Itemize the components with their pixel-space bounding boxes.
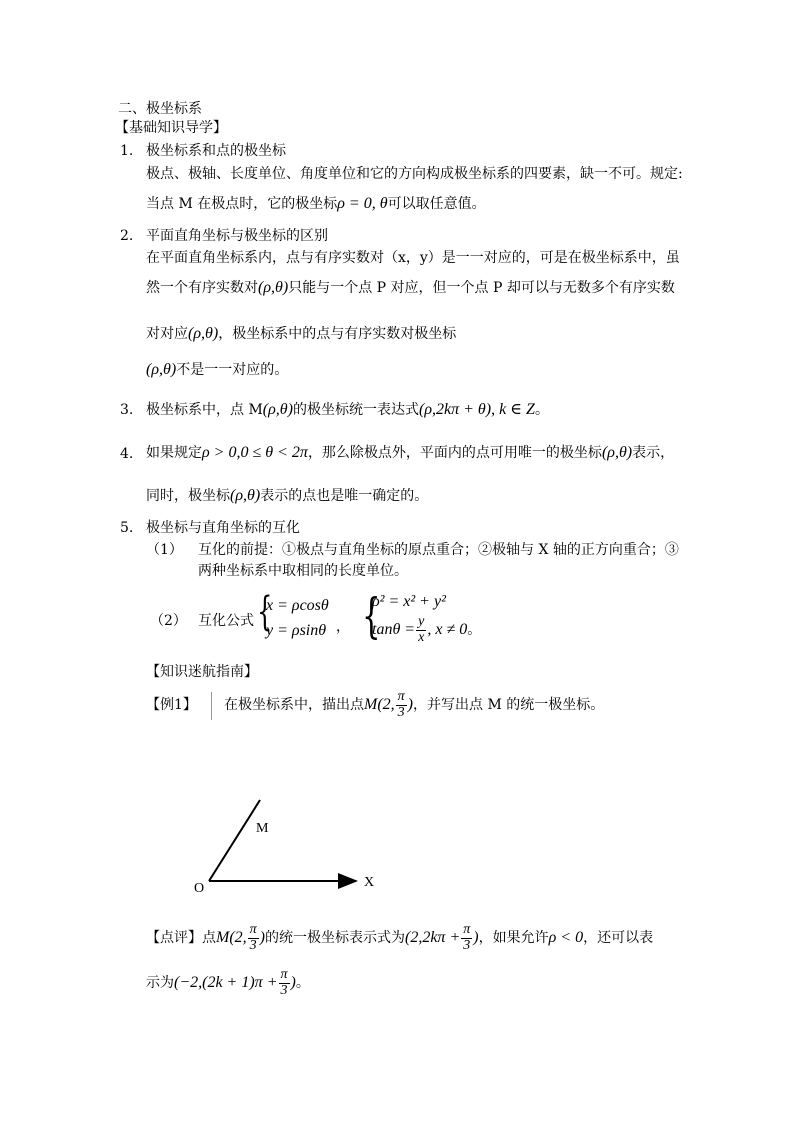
polar-pair-math: (ρ,θ) xyxy=(601,444,633,461)
comment-b: 的统一极坐标表示式为 xyxy=(265,930,405,947)
tan-frac-num: y xyxy=(418,614,425,629)
item-4-l2a: 同时，极坐标 xyxy=(146,488,230,504)
comment-label: 【点评】 xyxy=(146,930,202,947)
item-3-number: 3. xyxy=(120,402,134,418)
item-4-line-1 xyxy=(146,443,674,462)
item-2-line-2-b: 只能与一个点 P 对应，但一个点 P 却可以与无数多个有序实数 xyxy=(288,280,675,296)
item-1-rule xyxy=(146,194,486,213)
sub-1-line-2: 两种坐标系中取相同的长度单位。 xyxy=(198,563,408,579)
three-den: 3 xyxy=(249,937,257,953)
item-3-c: 。 xyxy=(534,402,549,418)
three-den: 3 xyxy=(463,937,471,953)
comment-line-2 xyxy=(146,968,310,998)
formula-comma: ， xyxy=(336,619,350,635)
comment-expr-open: (2,2kπ + xyxy=(405,929,461,947)
formula-rho-squared: ρ² = x² + y² xyxy=(372,593,446,610)
comment-c: ，如果允许 xyxy=(478,930,549,947)
item-4-a: 如果规定 xyxy=(146,445,202,461)
formula-brace-1: { xyxy=(257,589,273,635)
item-4-l2b: 表示的点也是唯一确定的。 xyxy=(260,488,429,504)
comment-cond: ρ < 0 xyxy=(548,929,584,947)
comment-a: 点 xyxy=(202,930,216,947)
item-1-rule-text: 当点 M 在极点时，它的极坐标 xyxy=(146,196,338,212)
three-den: 3 xyxy=(397,704,405,720)
item-2-line-2 xyxy=(146,278,675,297)
example-text-a: 在极坐标系中，描出点 xyxy=(224,697,364,714)
three-den: 3 xyxy=(280,982,288,998)
item-3-a: 极坐标系中，点 M xyxy=(146,402,263,418)
polar-pair-math: (ρ,θ) xyxy=(146,361,177,378)
comment-d: ，还可以表 xyxy=(583,930,654,947)
item-5-number: 5. xyxy=(120,520,134,536)
label-o: O xyxy=(194,881,205,896)
example-divider xyxy=(211,692,212,720)
example-label: 【例1】 xyxy=(146,697,197,713)
pi-num: π xyxy=(463,922,471,937)
point-m-open: M(2, xyxy=(364,696,395,714)
polar-diagram xyxy=(180,790,400,900)
item-3-text xyxy=(146,400,549,419)
range-condition-math: ρ > 0,0 ≤ θ < 2π xyxy=(202,444,308,461)
item-4-number: 4. xyxy=(120,446,134,462)
polar-pair-math: (ρ,θ) xyxy=(230,487,261,504)
item-2-line-3-a: 对对应 xyxy=(146,326,188,342)
item-2-line-2-a: 然一个有序实数对 xyxy=(146,280,258,296)
item-5-title: 极坐标与直角坐标的互化 xyxy=(146,520,300,536)
item-2-line-3 xyxy=(146,324,456,343)
comment-line-1 xyxy=(146,923,653,953)
section-title: 二、极坐标系 xyxy=(118,101,202,117)
label-x: X xyxy=(364,875,375,890)
close-paren: ) xyxy=(259,929,265,947)
item-2-line-4-b: 不是一一对应的。 xyxy=(176,362,289,378)
item-2-line-1: 在平面直角坐标系内，点与有序实数对（x，y）是一一对应的，可是在极坐标系中，虽 xyxy=(146,250,680,266)
item-4-b: ，那么除极点外，平面内的点可用唯一的极坐标 xyxy=(307,445,602,461)
pi-num: π xyxy=(249,922,257,937)
sub-1-line-1: 互化的前提：①极点与直角坐标的原点重合；②极轴与 X 轴的正方向重合；③ xyxy=(198,542,679,558)
comment-end: 。 xyxy=(295,975,310,992)
item-1-title: 极坐标系和点的极坐标 xyxy=(146,143,286,159)
item-2-title: 平面直角坐标与极坐标的区别 xyxy=(146,228,328,244)
polar-pair-math: (ρ,θ) xyxy=(188,325,219,342)
sub-1-number: （1） xyxy=(146,542,183,558)
item-2-line-4 xyxy=(146,360,288,379)
sub-2-label: 互化公式 xyxy=(198,613,254,629)
sub-2-number: （2） xyxy=(150,613,187,629)
example-text xyxy=(224,690,604,720)
comment-m-open: M(2, xyxy=(216,929,247,947)
pole-condition-math: ρ = 0, θ xyxy=(337,195,388,212)
comment-l2a: 示为 xyxy=(146,975,174,992)
close-paren: ) xyxy=(473,929,479,947)
formula-y: y = ρsinθ xyxy=(266,622,327,639)
polar-pair-math: (ρ,θ) xyxy=(258,279,289,296)
item-1-paragraph: 极点、极轴、长度单位、角度单位和它的方向构成极坐标系的四要素，缺一不可。规定: xyxy=(146,166,683,182)
formula-tan xyxy=(372,615,481,645)
label-m: M xyxy=(256,821,269,836)
formula-x: x = ρcosθ xyxy=(266,597,329,614)
item-4-line-2 xyxy=(146,486,428,505)
pi-num: π xyxy=(280,967,288,982)
comment-expr2-open: (−2,(2k + 1)π + xyxy=(174,974,278,992)
formula-brace-2: { xyxy=(362,588,381,644)
close-paren: ) xyxy=(290,974,296,992)
tan-lhs: tanθ = xyxy=(372,621,416,639)
ray-om xyxy=(209,800,260,881)
item-4-c: 表示， xyxy=(632,445,675,461)
unified-polar-expression: (ρ,2kπ + θ), k ∈ Z xyxy=(419,401,535,418)
formula-period: 。 xyxy=(467,622,482,639)
polar-pair-math: (ρ,θ) xyxy=(262,401,293,418)
example-text-b: ，并写出点 M 的统一极坐标。 xyxy=(413,697,605,714)
pi-num: π xyxy=(397,689,405,704)
item-1-rule-end: 可以取任意值。 xyxy=(387,196,486,212)
item-3-b: 的极坐标统一表达式 xyxy=(293,402,419,418)
tan-condition: , x ≠ 0 xyxy=(427,621,468,639)
tan-frac-den: x xyxy=(418,629,425,645)
basics-header: 【基础知识导学】 xyxy=(115,120,227,136)
item-1-number: 1. xyxy=(120,143,134,159)
item-2-line-3-b: ，极坐标系中的点与有序实数对极坐标 xyxy=(218,326,457,342)
point-m-close: ) xyxy=(407,696,413,714)
item-2-number: 2. xyxy=(120,228,134,244)
guide-header: 【知识迷航指南】 xyxy=(146,664,258,680)
